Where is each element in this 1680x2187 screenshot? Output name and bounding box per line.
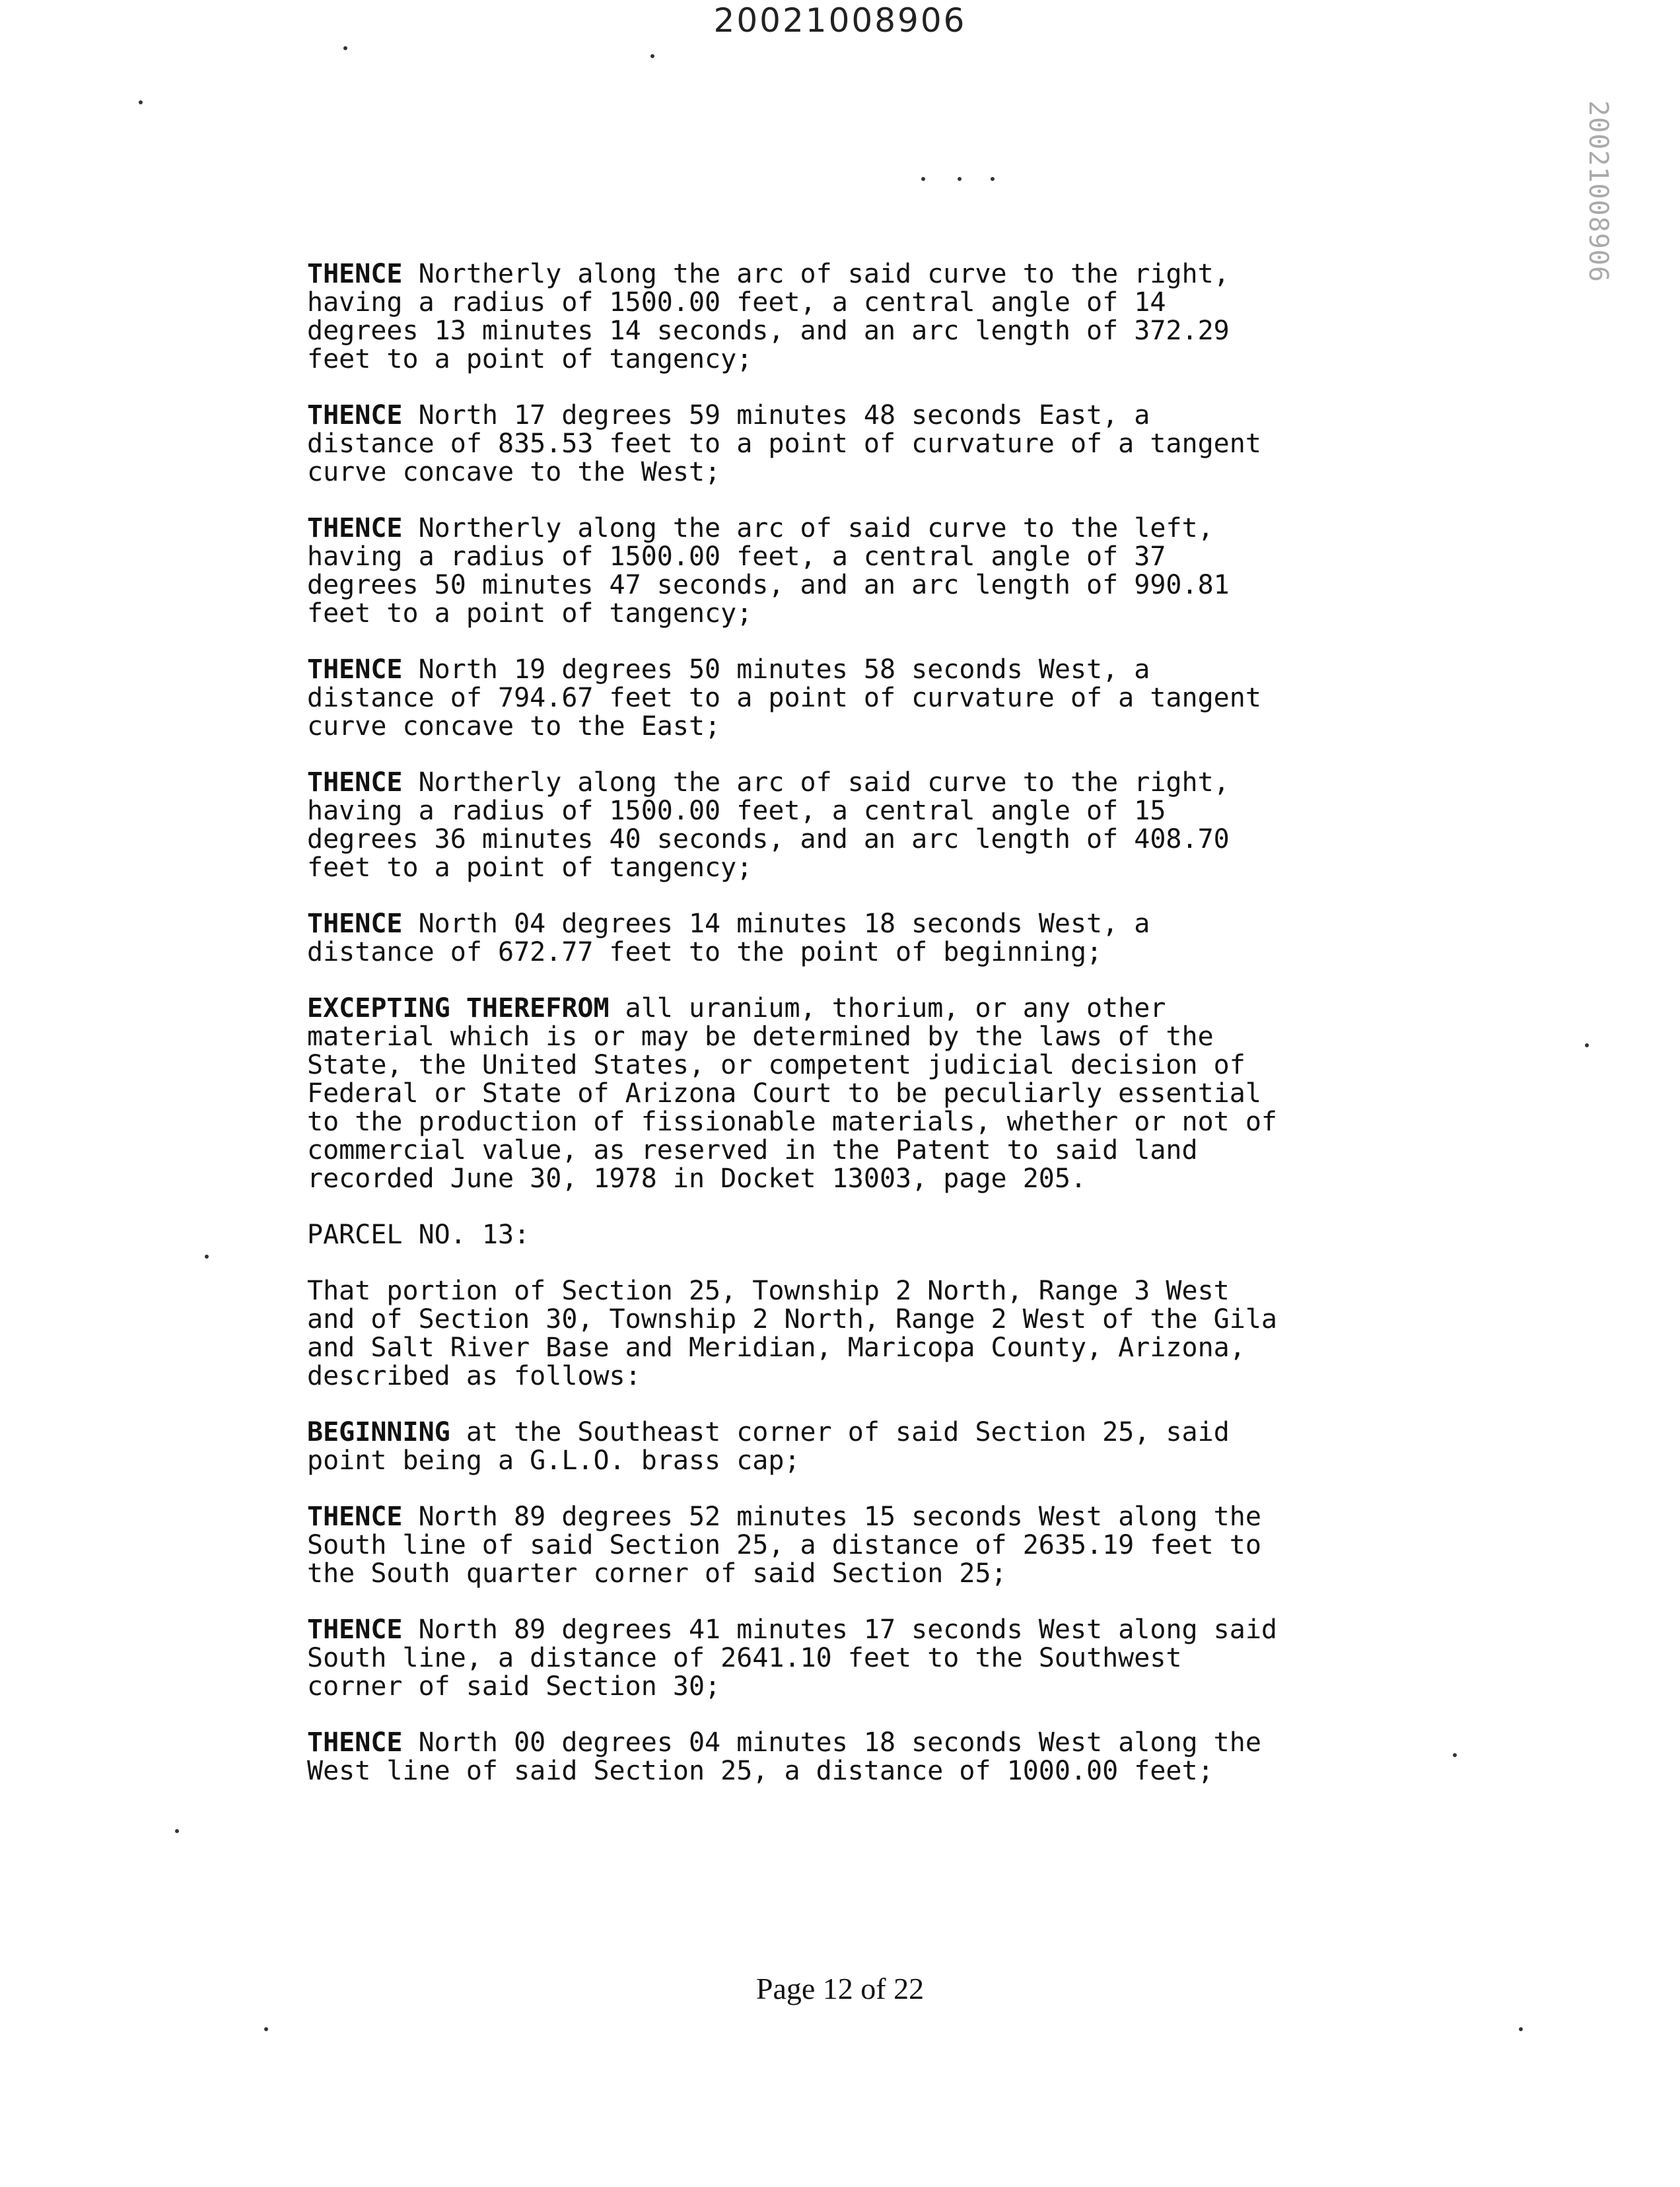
page-number: Page 12 of 22: [755, 1972, 925, 2005]
legal-description-paragraph: [307, 910, 1450, 967]
paragraph-line: South line of said Section 25, a distance of 2635.19 feet to: [307, 1530, 1261, 1560]
scan-speck: [650, 54, 654, 58]
paragraph-line: commercial value, as reserved in the Patent to said land: [307, 1135, 1198, 1165]
paragraph-line: distance of 794.67 feet to a point of curvature of a tangent: [307, 683, 1261, 713]
paragraph-line: at the Southeast corner of said Section 25, said: [450, 1417, 1230, 1447]
legal-description-paragraph: [307, 260, 1450, 374]
paragraph-line: to the production of fissionable materials, whether or not of: [307, 1107, 1278, 1137]
paragraph-line: point being a G.L.O. brass cap;: [307, 1445, 800, 1476]
paragraph-lead-word: THENCE: [307, 1614, 403, 1645]
paragraph-line: North 89 degrees 41 minutes 17 seconds West along said: [402, 1614, 1278, 1645]
paragraph-line: described as follows:: [307, 1361, 641, 1391]
scan-speck: [991, 177, 995, 181]
legal-description-paragraph: [307, 1729, 1450, 1786]
paragraph-lead-word: THENCE: [307, 400, 403, 431]
parcel-heading: PARCEL NO. 13:: [307, 1220, 530, 1250]
scan-speck: [1519, 2027, 1523, 2031]
paragraph-line: having a radius of 1500.00 feet, a central angle of 37: [307, 541, 1166, 572]
legal-description-paragraph: [307, 1503, 1450, 1588]
paragraph-line: degrees 36 minutes 40 seconds, and an arc length of 408.70: [307, 824, 1230, 854]
paragraph-line: West line of said Section 25, a distance of 1000.00 feet;: [307, 1756, 1214, 1786]
paragraph-line: North 19 degrees 50 minutes 58 seconds West, a: [402, 654, 1150, 685]
paragraph-line: distance of 835.53 feet to a point of curvature of a tangent: [307, 429, 1261, 459]
paragraph-line: Federal or State of Arizona Court to be peculiarly essential: [307, 1078, 1261, 1109]
paragraph-line: North 00 degrees 04 minutes 18 seconds West along the: [402, 1727, 1261, 1758]
scan-speck: [958, 177, 962, 181]
paragraph-lead-word: THENCE: [307, 767, 403, 798]
scan-speck: [343, 46, 347, 50]
paragraph-line: having a radius of 1500.00 feet, a central angle of 15: [307, 796, 1166, 826]
document-number: 20021008906: [713, 1, 967, 40]
paragraph-line: the South quarter corner of said Section 25;: [307, 1558, 1007, 1589]
paragraph-line: degrees 13 minutes 14 seconds, and an arc length of 372.29: [307, 316, 1230, 346]
paragraph-line: curve concave to the East;: [307, 711, 721, 742]
paragraph-line: feet to a point of tangency;: [307, 344, 753, 374]
paragraph-line: South line, a distance of 2641.10 feet to the Southwest: [307, 1643, 1182, 1673]
paragraph-line: curve concave to the West;: [307, 457, 721, 487]
paragraph-line: and Salt River Base and Meridian, Maricopa County, Arizona,: [307, 1333, 1245, 1363]
paragraph-line: having a radius of 1500.00 feet, a central angle of 14: [307, 287, 1166, 318]
paragraph-line: Northerly along the arc of said curve to the right,: [402, 767, 1230, 798]
paragraph-line: feet to a point of tangency;: [307, 598, 753, 629]
paragraph-lead-word: THENCE: [307, 654, 403, 685]
paragraph-line: material which is or may be determined by the laws of the: [307, 1022, 1214, 1052]
paragraph-line: North 04 degrees 14 minutes 18 seconds West, a: [402, 909, 1150, 939]
legal-description-paragraph: [307, 769, 1450, 882]
paragraph-line: distance of 672.77 feet to the point of beginning;: [307, 937, 1103, 967]
scan-speck: [205, 1255, 209, 1259]
paragraph-line: Northerly along the arc of said curve to the right,: [402, 259, 1230, 289]
paragraph-lead-word: EXCEPTING THEREFROM: [307, 993, 610, 1024]
scan-speck: [1585, 1043, 1589, 1047]
legal-description-paragraph: [307, 656, 1450, 741]
paragraph-lead-word: THENCE: [307, 513, 403, 543]
paragraph-line: Northerly along the arc of said curve to the left,: [402, 513, 1214, 543]
side-stamp-text: 20021008906: [1583, 100, 1613, 283]
paragraph-lead-word: THENCE: [307, 1727, 403, 1758]
scan-speck: [175, 1829, 179, 1833]
legal-description-paragraph: [307, 994, 1450, 1193]
paragraph-line: recorded June 30, 1978 in Docket 13003, page 205.: [307, 1163, 1087, 1194]
paragraph-line: North 17 degrees 59 minutes 48 seconds East, a: [402, 400, 1150, 431]
paragraph-line: That portion of Section 25, Township 2 North, Range 3 West: [307, 1276, 1230, 1306]
side-recording-stamp: [1568, 79, 1628, 304]
legal-description-paragraph: [307, 514, 1450, 628]
legal-description-paragraph: [307, 1277, 1450, 1391]
paragraph-line: and of Section 30, Township 2 North, Range 2 West of the Gila: [307, 1304, 1278, 1335]
paragraph-line: State, the United States, or competent judicial decision of: [307, 1050, 1245, 1080]
legal-description-paragraph: [307, 1418, 1450, 1475]
paragraph-line: North 89 degrees 52 minutes 15 seconds West along the: [402, 1502, 1261, 1532]
paragraph-lead-word: THENCE: [307, 1502, 403, 1532]
paragraph-lead-word: THENCE: [307, 909, 403, 939]
paragraph-line: feet to a point of tangency;: [307, 852, 753, 883]
paragraph-line: all uranium, thorium, or any other: [609, 993, 1166, 1024]
legal-description-body: [307, 260, 1450, 1813]
paragraph-line: degrees 50 minutes 47 seconds, and an arc length of 990.81: [307, 570, 1230, 600]
legal-description-paragraph: [307, 1616, 1450, 1701]
scan-speck: [1453, 1753, 1457, 1757]
paragraph-lead-word: BEGINNING: [307, 1417, 450, 1447]
paragraph-lead-word: THENCE: [307, 259, 403, 289]
paragraph-line: corner of said Section 30;: [307, 1671, 721, 1702]
scan-speck: [139, 100, 143, 104]
scan-speck: [264, 2027, 268, 2031]
scan-speck: [921, 177, 925, 181]
legal-description-paragraph: [307, 401, 1450, 487]
